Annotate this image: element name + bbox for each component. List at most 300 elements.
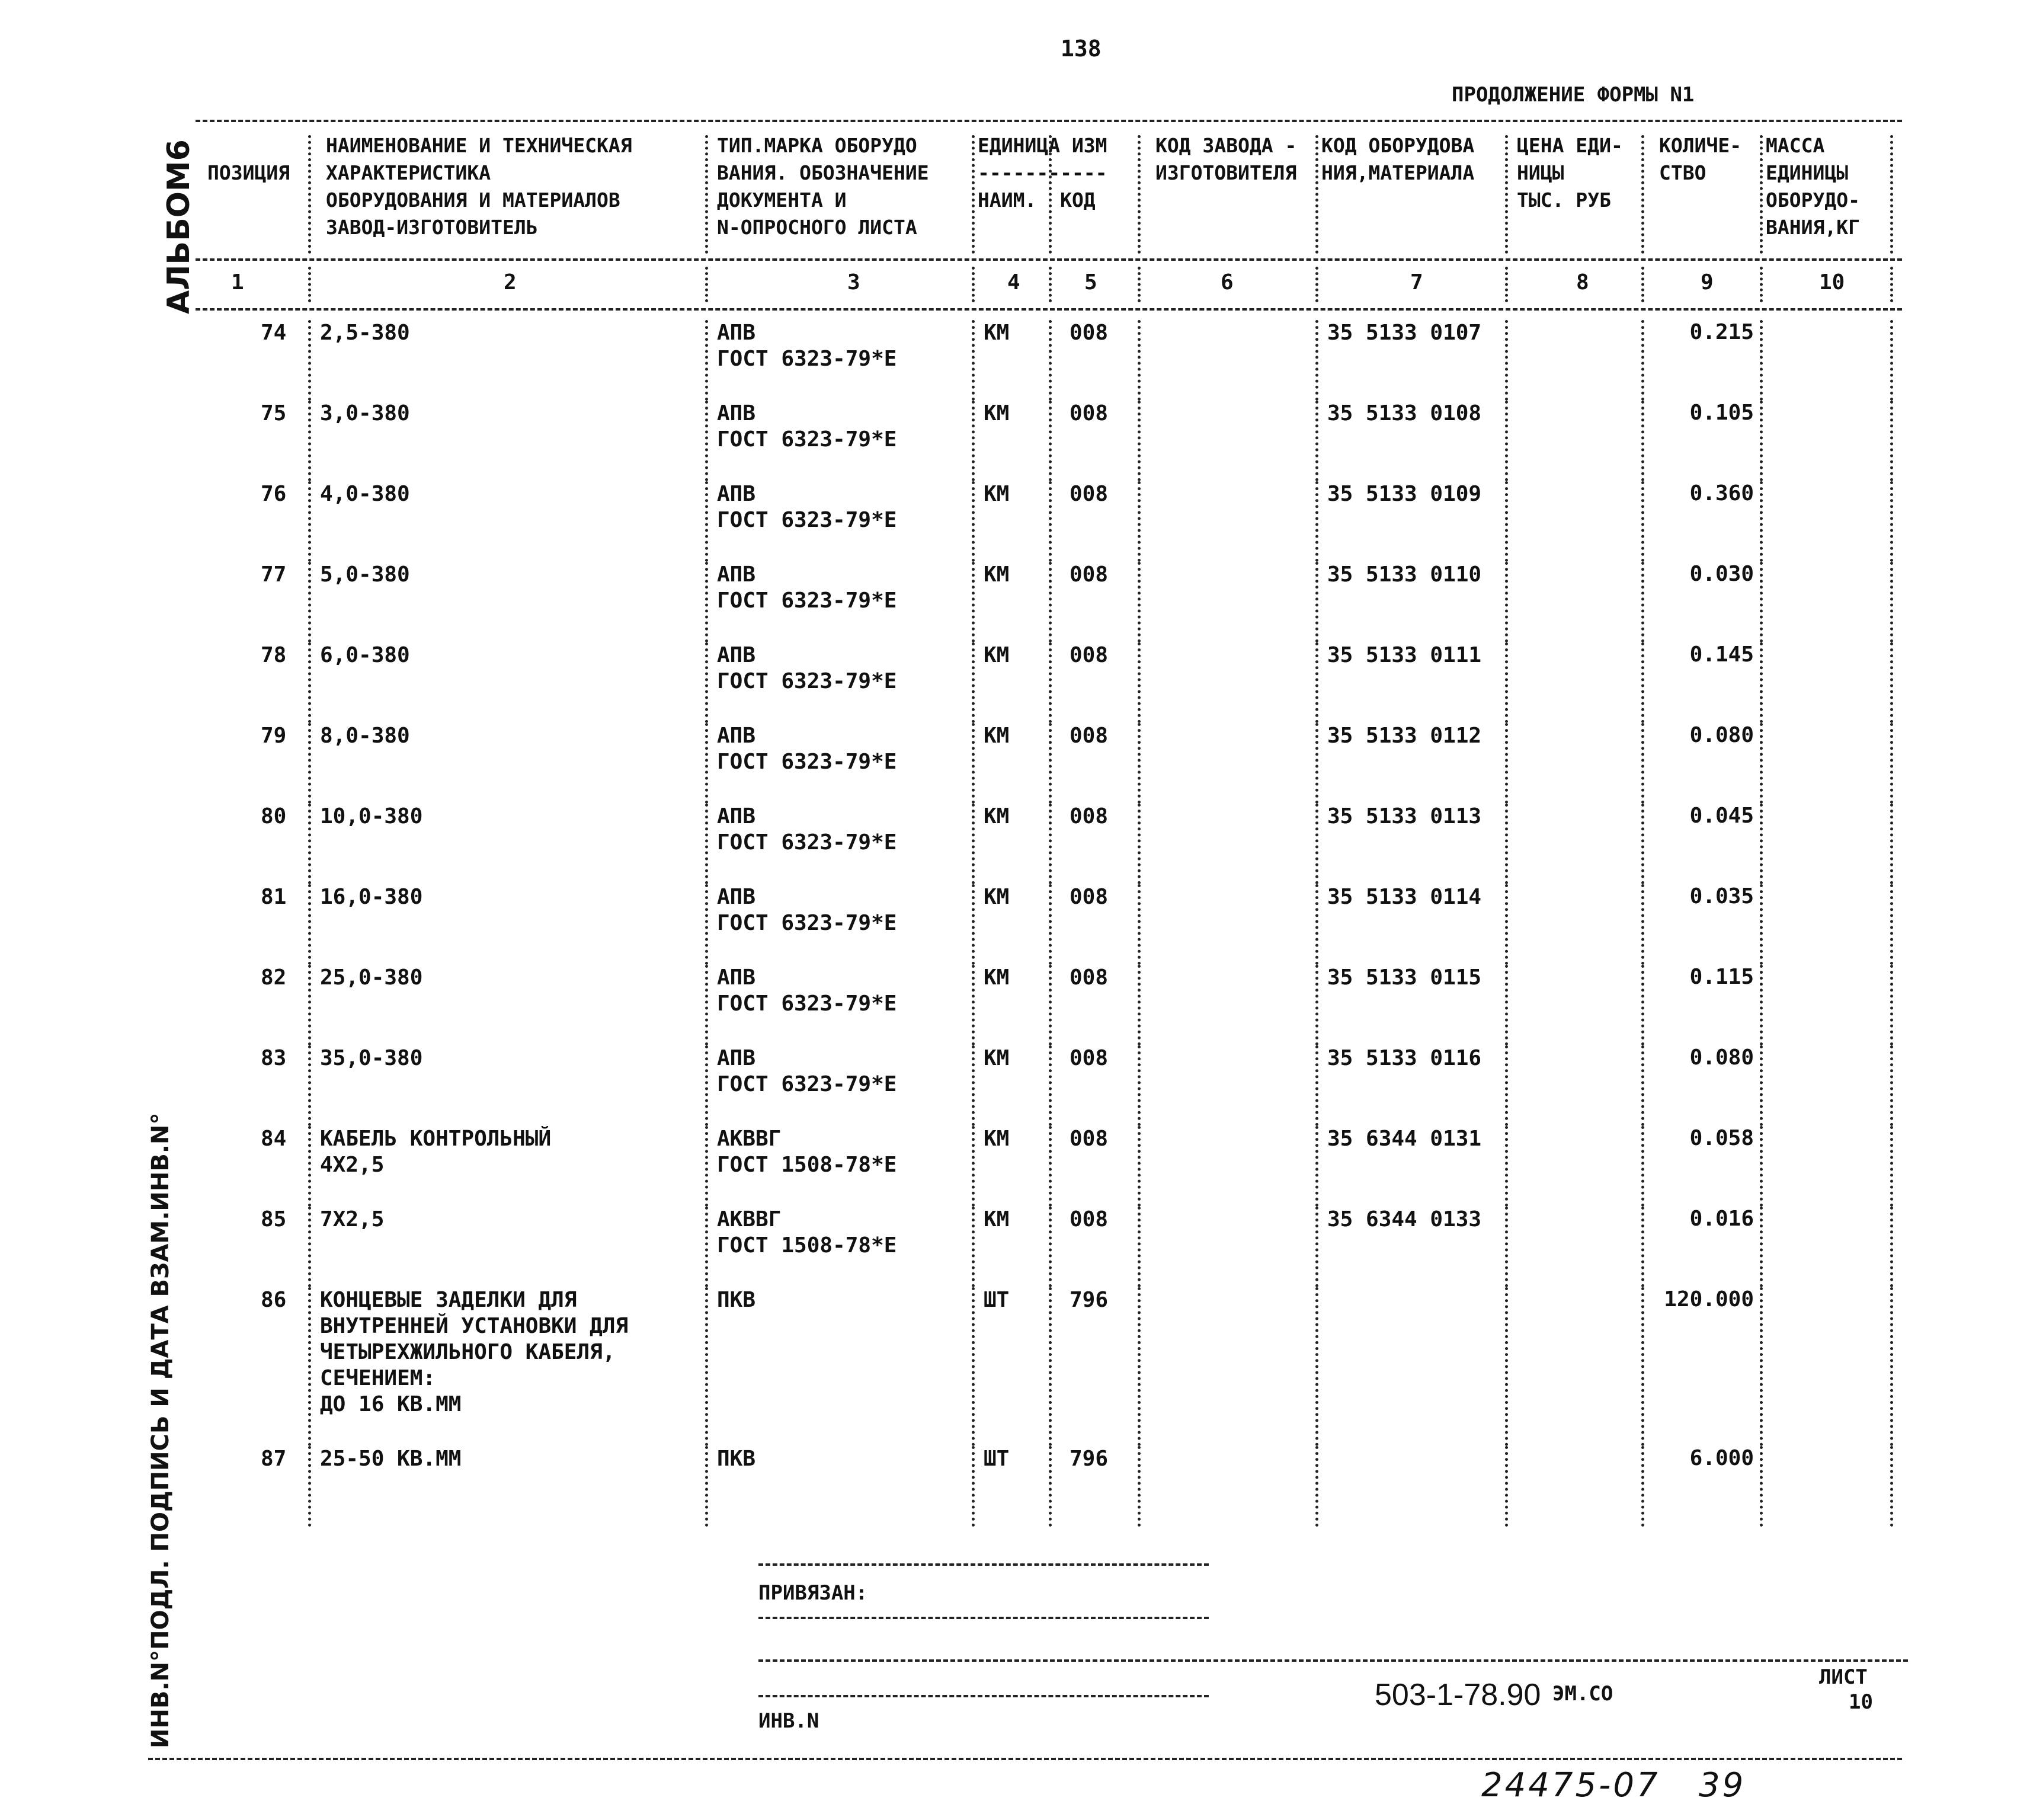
row-column-separator <box>1315 1126 1318 1207</box>
row-column-separator <box>705 481 708 562</box>
row-code: 008 <box>1070 482 1109 506</box>
row-type: АПВ <box>717 724 756 748</box>
header-c8-line: НИЦЫ <box>1517 161 1564 184</box>
row-name: 8,0-380 <box>320 724 410 748</box>
row-column-separator <box>1505 884 1508 965</box>
row-column-separator <box>705 1045 708 1126</box>
row-name: 4Х2,5 <box>320 1153 385 1177</box>
row-position: 87 <box>261 1447 287 1471</box>
row-code: 008 <box>1070 1127 1109 1151</box>
header-c6-line: КОД ЗАВОДА - <box>1155 134 1297 157</box>
row-name: 7Х2,5 <box>320 1207 385 1232</box>
row-quantity: 0.058 <box>1689 1126 1754 1150</box>
header-column-separator <box>1315 135 1318 254</box>
header-column-separator <box>1641 135 1644 254</box>
row-quantity: 120.000 <box>1664 1287 1754 1312</box>
row-column-separator <box>1138 1446 1141 1527</box>
row-column-separator <box>1315 1207 1318 1287</box>
row-quantity: 0.145 <box>1689 642 1754 667</box>
row-code: 008 <box>1070 724 1109 748</box>
row-column-separator <box>1505 481 1508 562</box>
row-column-separator <box>1049 1045 1052 1126</box>
colnum-separator <box>1760 267 1763 302</box>
row-name: 5,0-380 <box>320 562 410 587</box>
row-column-separator <box>1760 642 1763 723</box>
colnum-separator <box>1641 267 1644 302</box>
row-column-separator <box>1641 1207 1644 1287</box>
row-column-separator <box>1505 1045 1508 1126</box>
row-column-separator <box>1760 1045 1763 1126</box>
row-name: 25,0-380 <box>320 965 423 990</box>
row-column-separator <box>972 1287 975 1446</box>
row-position: 74 <box>261 321 287 345</box>
row-column-separator <box>1138 401 1141 481</box>
row-code: 008 <box>1070 1207 1109 1232</box>
row-column-separator <box>1890 804 1893 884</box>
row-type: ГОСТ 6323-79*Е <box>717 588 897 613</box>
row-type: АПВ <box>717 885 756 909</box>
row-type: АКВВГ <box>717 1207 782 1232</box>
row-unit: КМ <box>984 885 1010 909</box>
row-quantity: 0.080 <box>1689 723 1754 747</box>
header-c9-line: СТВО <box>1659 161 1706 184</box>
bottom-rule <box>148 1758 1902 1760</box>
header-c3-line: ТИП.МАРКА ОБОРУДО <box>717 134 917 157</box>
row-type: ПКВ <box>717 1447 756 1471</box>
row-position: 78 <box>261 643 287 667</box>
row-column-separator <box>1505 401 1508 481</box>
row-column-separator <box>1760 481 1763 562</box>
row-code: 008 <box>1070 1046 1109 1070</box>
column-number: 8 <box>1576 270 1589 295</box>
row-unit: КМ <box>984 804 1010 829</box>
row-type: АПВ <box>717 401 756 426</box>
row-column-separator <box>308 1045 311 1126</box>
row-column-separator <box>705 642 708 723</box>
row-column-separator <box>1315 804 1318 884</box>
document-code: 503-1-78.90 <box>1375 1678 1541 1712</box>
row-column-separator <box>1890 1287 1893 1446</box>
row-unit: КМ <box>984 965 1010 990</box>
row-column-separator <box>972 965 975 1045</box>
table-row <box>196 1446 1902 1527</box>
row-column-separator <box>1049 562 1052 642</box>
row-column-separator <box>308 401 311 481</box>
row-column-separator <box>308 1126 311 1207</box>
row-equipment-code: 35 5133 0111 <box>1327 643 1482 667</box>
row-type: ГОСТ 6323-79*Е <box>717 347 897 371</box>
row-column-separator <box>1890 1045 1893 1126</box>
row-column-separator <box>1760 1207 1763 1287</box>
header-c10-line: ЕДИНИЦЫ <box>1766 161 1849 184</box>
row-equipment-code: 35 5133 0107 <box>1327 321 1482 345</box>
row-column-separator <box>1138 1287 1141 1446</box>
row-type: ПКВ <box>717 1288 756 1312</box>
row-column-separator <box>1138 642 1141 723</box>
row-equipment-code: 35 5133 0114 <box>1327 885 1482 909</box>
row-column-separator <box>308 965 311 1045</box>
row-unit: КМ <box>984 1046 1010 1070</box>
row-column-separator <box>1890 481 1893 562</box>
row-column-separator <box>308 1207 311 1287</box>
title-block <box>753 1559 1908 1754</box>
header-c9-line: КОЛИЧЕ- <box>1659 134 1742 157</box>
row-column-separator <box>972 1126 975 1207</box>
row-column-separator <box>1890 401 1893 481</box>
continuation-label: ПРОДОЛЖЕНИЕ ФОРМЫ N1 <box>1452 83 1695 107</box>
row-column-separator <box>1890 320 1893 401</box>
row-column-separator <box>308 481 311 562</box>
row-column-separator <box>1760 804 1763 884</box>
row-column-separator <box>1641 320 1644 401</box>
row-type: АКВВГ <box>717 1127 782 1151</box>
header-column-separator <box>1138 135 1141 254</box>
table-row <box>196 965 1902 1045</box>
row-name: КОНЦЕВЫЕ ЗАДЕЛКИ ДЛЯ <box>320 1288 577 1312</box>
row-name: 4,0-380 <box>320 482 410 506</box>
row-column-separator <box>1315 723 1318 804</box>
row-unit: КМ <box>984 562 1010 587</box>
row-column-separator <box>308 642 311 723</box>
header-column-separator <box>1760 135 1763 254</box>
row-type: ГОСТ 6323-79*Е <box>717 669 897 693</box>
row-column-separator <box>308 723 311 804</box>
row-quantity: 0.115 <box>1689 965 1754 989</box>
row-unit: КМ <box>984 321 1010 345</box>
sheet-number: 10 <box>1849 1690 1873 1714</box>
row-unit: КМ <box>984 401 1010 426</box>
header-c10-line: МАССА <box>1766 134 1825 157</box>
row-column-separator <box>1138 1126 1141 1207</box>
row-column-separator <box>1505 1126 1508 1207</box>
row-type: ГОСТ 6323-79*Е <box>717 427 897 452</box>
row-column-separator <box>705 1126 708 1207</box>
row-column-separator <box>1641 1045 1644 1126</box>
table-row <box>196 1207 1902 1287</box>
side-album-label: АЛЬБОМ6 <box>161 139 197 314</box>
row-column-separator <box>705 1207 708 1287</box>
header-c2-line: ХАРАКТЕРИСТИКА <box>326 161 491 184</box>
top-rule <box>196 120 1902 122</box>
row-column-separator <box>1641 1287 1644 1446</box>
header-c7-line: НИЯ,МАТЕРИАЛА <box>1321 161 1475 184</box>
row-column-separator <box>308 320 311 401</box>
row-type: ГОСТ 1508-78*Е <box>717 1153 897 1177</box>
row-column-separator <box>1049 884 1052 965</box>
row-type: АПВ <box>717 804 756 829</box>
row-column-separator <box>705 804 708 884</box>
row-column-separator <box>1315 562 1318 642</box>
column-number: 10 <box>1819 270 1845 295</box>
row-column-separator <box>705 965 708 1045</box>
row-column-separator <box>1315 965 1318 1045</box>
row-name: 35,0-380 <box>320 1046 423 1070</box>
row-name: СЕЧЕНИЕМ: <box>320 1366 436 1390</box>
colnum-separator <box>972 267 975 302</box>
row-type: ГОСТ 6323-79*Е <box>717 750 897 774</box>
row-column-separator <box>1890 642 1893 723</box>
row-column-separator <box>705 320 708 401</box>
row-position: 75 <box>261 401 287 426</box>
row-column-separator <box>1138 1045 1141 1126</box>
row-position: 82 <box>261 965 287 990</box>
table-body <box>196 320 1902 1565</box>
table-row <box>196 642 1902 723</box>
row-column-separator <box>1505 1207 1508 1287</box>
column-number: 6 <box>1221 270 1234 295</box>
colnum-separator <box>1505 267 1508 302</box>
row-type: АПВ <box>717 562 756 587</box>
row-column-separator <box>1505 1287 1508 1446</box>
row-column-separator <box>1049 804 1052 884</box>
row-unit: ШТ <box>984 1288 1010 1312</box>
row-column-separator <box>1138 562 1141 642</box>
row-column-separator <box>1890 1126 1893 1207</box>
header-c7-line: КОД ОБОРУДОВА <box>1321 134 1475 157</box>
row-column-separator <box>1505 562 1508 642</box>
row-type: ГОСТ 6323-79*Е <box>717 991 897 1016</box>
row-column-separator <box>1138 481 1141 562</box>
row-equipment-code: 35 6344 0131 <box>1327 1127 1482 1151</box>
row-column-separator <box>1641 481 1644 562</box>
row-column-separator <box>1315 884 1318 965</box>
row-column-separator <box>1641 723 1644 804</box>
row-column-separator <box>1505 1446 1508 1527</box>
row-column-separator <box>1315 320 1318 401</box>
row-type: АПВ <box>717 482 756 506</box>
row-name: ЧЕТЫРЕХЖИЛЬНОГО КАБЕЛЯ, <box>320 1340 616 1364</box>
header-c45-line: НАИМ. КОД <box>978 188 1096 212</box>
row-column-separator <box>1760 884 1763 965</box>
row-quantity: 0.045 <box>1689 804 1754 828</box>
table-row <box>196 562 1902 642</box>
row-column-separator <box>1315 1045 1318 1126</box>
row-column-separator <box>972 804 975 884</box>
row-equipment-code: 35 5133 0115 <box>1327 965 1482 990</box>
colnum-separator <box>1049 267 1052 302</box>
row-column-separator <box>1890 1207 1893 1287</box>
header-column-separator <box>1505 135 1508 254</box>
row-type: ГОСТ 1508-78*Е <box>717 1233 897 1258</box>
row-unit: КМ <box>984 724 1010 748</box>
row-quantity: 0.215 <box>1689 320 1754 344</box>
header-column-separator <box>972 135 975 254</box>
header-c45-line: ЕДИНИЦА ИЗМ <box>978 134 1107 157</box>
header-c2-line: НАИМЕНОВАНИЕ И ТЕХНИЧЕСКАЯ <box>326 134 632 157</box>
row-column-separator <box>1315 1446 1318 1527</box>
row-column-separator <box>705 723 708 804</box>
header-c45-line: ----------- <box>978 161 1107 184</box>
row-name: ДО 16 КВ.ММ <box>320 1392 462 1416</box>
header-c2-line: ЗАВОД-ИЗГОТОВИТЕЛЬ <box>326 216 538 239</box>
row-position: 86 <box>261 1288 287 1312</box>
row-column-separator <box>1505 804 1508 884</box>
row-column-separator <box>705 1446 708 1527</box>
row-column-separator <box>1890 723 1893 804</box>
row-code: 796 <box>1070 1288 1109 1312</box>
header-column-separator <box>705 135 708 254</box>
row-name: 3,0-380 <box>320 401 410 426</box>
row-equipment-code: 35 5133 0108 <box>1327 401 1482 426</box>
row-column-separator <box>1890 1446 1893 1527</box>
row-quantity: 0.035 <box>1689 884 1754 909</box>
table-header <box>196 135 1902 254</box>
row-column-separator <box>308 884 311 965</box>
row-column-separator <box>1049 481 1052 562</box>
header-c2-line: ОБОРУДОВАНИЯ И МАТЕРИАЛОВ <box>326 188 620 212</box>
table-row <box>196 804 1902 884</box>
row-position: 83 <box>261 1046 287 1070</box>
row-column-separator <box>1315 642 1318 723</box>
row-column-separator <box>972 884 975 965</box>
row-column-separator <box>705 884 708 965</box>
handwritten-footer: 24475-07 39 <box>1481 1766 1746 1805</box>
row-unit: ШТ <box>984 1447 1010 1471</box>
header-c8-line: ЦЕНА ЕДИ- <box>1517 134 1623 157</box>
header-c8-line: ТЫС. РУБ <box>1517 188 1611 212</box>
row-column-separator <box>1760 1446 1763 1527</box>
row-column-separator <box>972 1446 975 1527</box>
colnum-bottom-rule <box>196 308 1902 311</box>
side-stamp-label: ИНВ.N°ПОДЛ. ПОДПИСЬ И ДАТА ВЗАМ.ИНВ.N° <box>147 1112 174 1748</box>
row-code: 008 <box>1070 643 1109 667</box>
row-position: 76 <box>261 482 287 506</box>
table-row <box>196 1045 1902 1126</box>
row-column-separator <box>308 562 311 642</box>
row-column-separator <box>1049 723 1052 804</box>
page-number: 138 <box>1061 36 1102 62</box>
row-unit: КМ <box>984 643 1010 667</box>
row-quantity: 6.000 <box>1689 1446 1754 1470</box>
row-column-separator <box>1760 401 1763 481</box>
row-type: АПВ <box>717 1046 756 1070</box>
row-column-separator <box>1890 884 1893 965</box>
row-quantity: 0.080 <box>1689 1045 1754 1070</box>
row-type: АПВ <box>717 643 756 667</box>
row-column-separator <box>308 1287 311 1446</box>
row-position: 79 <box>261 724 287 748</box>
header-bottom-rule <box>196 258 1902 261</box>
row-column-separator <box>972 642 975 723</box>
row-quantity: 0.360 <box>1689 481 1754 506</box>
colnum-separator <box>1315 267 1318 302</box>
row-column-separator <box>1049 401 1052 481</box>
column-number-row <box>196 267 1902 302</box>
row-column-separator <box>1641 642 1644 723</box>
row-equipment-code: 35 5133 0112 <box>1327 724 1482 748</box>
row-column-separator <box>1049 1126 1052 1207</box>
table-row <box>196 1126 1902 1207</box>
table-row <box>196 1287 1902 1446</box>
row-column-separator <box>1760 1287 1763 1446</box>
colnum-separator <box>1890 267 1893 302</box>
row-column-separator <box>1760 320 1763 401</box>
row-column-separator <box>1049 1207 1052 1287</box>
header-c10-line: ОБОРУДО- <box>1766 188 1860 212</box>
row-name: 16,0-380 <box>320 885 423 909</box>
row-column-separator <box>972 481 975 562</box>
row-column-separator <box>1641 804 1644 884</box>
column-number: 3 <box>847 270 860 295</box>
inv-label: ИНВ.N <box>758 1709 819 1733</box>
row-column-separator <box>1641 401 1644 481</box>
row-code: 008 <box>1070 401 1109 426</box>
row-column-separator <box>1138 965 1141 1045</box>
table-row <box>196 481 1902 562</box>
row-code: 008 <box>1070 804 1109 829</box>
header-c10-line: ВАНИЯ,КГ <box>1766 216 1860 239</box>
table-row <box>196 401 1902 481</box>
row-name: 2,5-380 <box>320 321 410 345</box>
row-column-separator <box>972 401 975 481</box>
row-code: 008 <box>1070 562 1109 587</box>
row-column-separator <box>1760 723 1763 804</box>
row-column-separator <box>972 1045 975 1126</box>
row-column-separator <box>1641 884 1644 965</box>
row-column-separator <box>1049 642 1052 723</box>
row-quantity: 0.105 <box>1689 401 1754 425</box>
row-column-separator <box>972 1207 975 1287</box>
row-column-separator <box>1890 965 1893 1045</box>
column-number: 9 <box>1701 270 1714 295</box>
row-equipment-code: 35 5133 0109 <box>1327 482 1482 506</box>
row-column-separator <box>1315 481 1318 562</box>
row-column-separator <box>1641 965 1644 1045</box>
row-column-separator <box>1505 965 1508 1045</box>
row-unit: КМ <box>984 1127 1010 1151</box>
row-column-separator <box>972 562 975 642</box>
row-column-separator <box>1505 320 1508 401</box>
table-row <box>196 723 1902 804</box>
row-column-separator <box>1641 562 1644 642</box>
row-name: 25-50 КВ.ММ <box>320 1447 462 1471</box>
row-quantity: 0.030 <box>1689 562 1754 586</box>
row-column-separator <box>1138 804 1141 884</box>
header-c6-line: ИЗГОТОВИТЕЛЯ <box>1155 161 1297 184</box>
table-row <box>196 884 1902 965</box>
row-column-separator <box>1049 1446 1052 1527</box>
row-column-separator <box>1641 1126 1644 1207</box>
row-column-separator <box>1641 1446 1644 1527</box>
document-suffix: ЭМ.СО <box>1552 1682 1613 1706</box>
header-column-separator <box>1890 135 1893 254</box>
privyazan-label: ПРИВЯЗАН: <box>758 1581 868 1605</box>
row-type: АПВ <box>717 965 756 990</box>
colnum-separator <box>705 267 708 302</box>
row-unit: КМ <box>984 482 1010 506</box>
row-type: ГОСТ 6323-79*Е <box>717 508 897 532</box>
row-column-separator <box>1138 723 1141 804</box>
row-position: 81 <box>261 885 287 909</box>
header-c3-line: ВАНИЯ. ОБОЗНАЧЕНИЕ <box>717 161 929 184</box>
sheet-label: ЛИСТ <box>1819 1665 1868 1689</box>
row-equipment-code: 35 6344 0133 <box>1327 1207 1482 1232</box>
row-column-separator <box>1760 562 1763 642</box>
colnum-separator <box>1138 267 1141 302</box>
row-code: 008 <box>1070 965 1109 990</box>
row-type: ГОСТ 6323-79*Е <box>717 911 897 935</box>
row-unit: КМ <box>984 1207 1010 1232</box>
row-position: 77 <box>261 562 287 587</box>
column-number: 5 <box>1084 270 1097 295</box>
header-c1-line: ПОЗИЦИЯ <box>207 161 290 184</box>
row-column-separator <box>1505 642 1508 723</box>
row-column-separator <box>1760 1126 1763 1207</box>
row-name: КАБЕЛЬ КОНТРОЛЬНЫЙ <box>320 1127 552 1151</box>
row-column-separator <box>1138 884 1141 965</box>
row-column-separator <box>705 401 708 481</box>
row-column-separator <box>1890 562 1893 642</box>
